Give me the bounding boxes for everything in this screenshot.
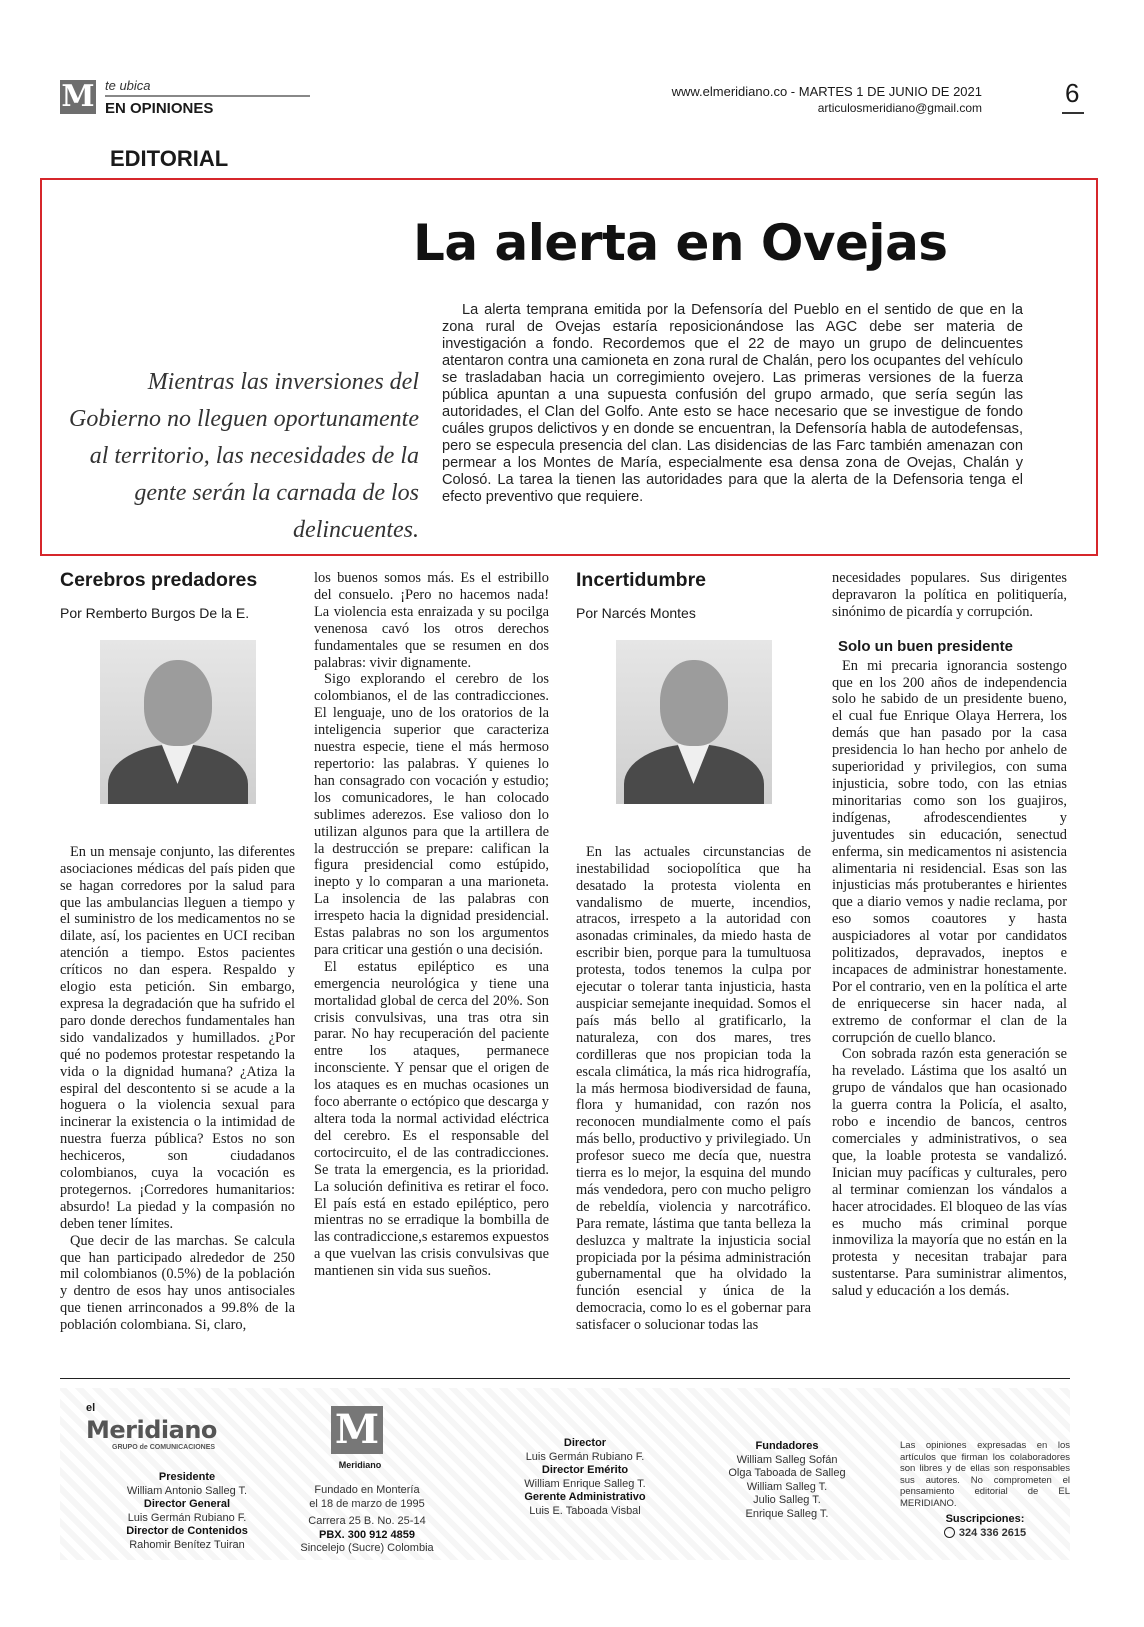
column-incertidumbre [576, 570, 811, 1334]
meridiano-m-logo-name: Meridiano [338, 1460, 382, 1470]
footer-fundadores: Fundadores William Salleg Sofán Olga Taboada de Salleg William Salleg T. Julio Salleg T. Enrique Salleg T. [728, 1440, 846, 1520]
meridiano-m-logo: M [331, 1406, 383, 1454]
column-title: Incertidumbre [576, 569, 707, 591]
footer-rule [60, 1378, 1070, 1379]
phone-icon [944, 1527, 955, 1538]
page-number: 6 [1065, 78, 1080, 108]
column-incertidumbre-continued [832, 570, 1067, 1300]
paragraph: En un mensaje conjunto, las diferentes asociaciones médicas del país piden que se hagan corredores por la salud para que las ambulancias lleguen a tiempo y el suministro de los medicamentos no se dilate, así, los pacientes en UCI reciban atención a tiempo. Estos pacientes críticos no dan espera. Respaldo y elogio esta petición. Sin embargo, expresa la degradación que ha sufrido el paro donde derechos fundamentales han sido vandalizados y humillados. ¿Por qué no podemos protestar respetando la vida o la dignidad humana? ¿Atiza la espiral del descontento si se acude a la hoguera o la violencia sexual para incinerar la existencia o la intimidad de nuestra fuerza pública? Estos no son hechiceros, son ciudadanos colombianos, cuya la vocación es protegernos. ¡Corredores humanitarios: absurdo! La piedad y la compasión no deben tener límites. [60, 843, 295, 1232]
paragraph: Sigo explorando el cerebro de los colombianos, el de las contradicciones. El lenguaje, uno de los oratorios de la inteligencia superior que caracteriza nuestra especie, tiene el más hermoso repertorio: las palabras. Y quienes lo han consagrado con vocación y estudio; los comunicadores, le han colocado sublimes aderezos. Ese valioso don lo utilizan algunos para que la artillera de la destrucción se prepare: califican la figura presidencial como estúpido, inepto y lo comparan a una marioneta. La insolencia de las palabras con irrespeto hacia la dignidad presidencial. Estas palabras no son los argumentos para criticar una gestión o una decisión. [314, 671, 549, 958]
column-subtitle: Solo un buen presidente [838, 637, 1014, 655]
author-photo [100, 640, 256, 804]
header-email[interactable]: articulosmeridiano@gmail.com [817, 101, 982, 115]
author-photo [616, 640, 772, 804]
editorial-pull-quote: Mientras las inversiones del Gobierno no lleguen oportunamente al territorio, las necesidades de la gente serán la carnada de los delincuentes. [69, 369, 419, 543]
paragraph: El estatus epiléptico es una emergencia neurológica y tiene una mortalidad global de cerca del 20%. Son crisis convulsivas, una tras otra sin parar. No hay recuperación del paciente entre los ataques, permanece inconsciente. Y pensar que el origen de los ataques es en muchas ocasiones un foco aberrante o ectópico que descarga y altera toda la normal actividad eléctrica del cerebro. Es el responsable del cortocircuito, el de las contradicciones. Se trata la emergencia, es la prioridad. La solución definitiva es retirar el foco. El país está en estado epiléptico, pero mientras no se erradique la bombilla de las contradiccione,s estaremos expuestos a que vuelvan las crisis convulsivas que mantienen sin vida sus sueños. [314, 958, 549, 1280]
column-title: Cerebros predadores [60, 569, 258, 591]
paragraph: Con sobrada razón esta generación se ha revelado. Lástima que los asaltó un grupo de vándalos que han ocasionado la guerra contra la Policía, el asalto, robo e incendio de bancos, centros comerciales y administrativos, o sea que, la loable protesta se vandalizó. Inician muy pacíficas y culturales, pero al terminar comienzan los vándalos a hacer atrocidades. El bloqueo de las vías es mucho más criminal porque inmoviliza la mayoría que no están en la protesta y necesitan trabajar para sustentarse. Para suministrar alimentos, salud y educación a los demás. [832, 1046, 1067, 1300]
paragraph: En las actuales circunstancias de inestabilidad sociopolítica que ha desatado la protesta violenta en vandalismo de muerte, incendios, atracos, irrespeto a la autoridad con asonadas criminales, da miedo hasta de escribir bien, porque para la tumultuosa protesta, todos tenemos la culpa por ejecutar o tolerar tanta injusticia, hasta auspiciar semejante inequidad. Somos el país más bello al gratificarlo, la naturaleza, con dos mares, tres cordilleras que nos propician toda la escala climática, la más rica hidrografía, la más hermosa biodiversidad de fauna, flora y humanidad, con razón nos reconocen mundialmente como el país más bello, productivo y privilegiado. Un profesor sueco me decía que, nuestra tierra es lo mejor, la esquina del mundo más vendedora, pero con mucho peligro de rebeldía, violencia y narcotráfico. Para remate, lástima que tanta belleza la desluzca y maltrate la injusticia social propiciada por la pésima administración gubernamental que ha olvidado la función esencial y única de la democracia, como lo es el gobernar para satisfacer o solucionar todas las [576, 843, 811, 1334]
editorial-label: EDITORIAL [110, 146, 229, 171]
header-tagline: te ubica [105, 78, 151, 93]
paragraph: necesidades populares. Sus dirigentes depravaron la política en politiquería, sinónimo de picardía y corrupción. [832, 570, 1067, 620]
editorial-body: La alerta temprana emitida por la Defensoría del Pueblo en el sentido de que en la zona rural de Ovejas estaría reposicionándose las AGC debe ser materia de investigación a fondo. Recordemos que el 22 de mayo un grupo de delincuentes atentaron contra una camioneta en zona rural de Chalán, pero los ocupantes del vehículo se trasladaban hacia un corregimiento ovejero. Las primeras versiones de la fuerza pública apuntan a una supuesta confusión del grupo armado, que sería según las autoridades, el Clan del Golfo. Ante esto se hace necesario que se investigue de fondo cuáles grupos delictivos y en donde se encuentran, la Defensoría habla de autodefensas, pero se especula presencia del clan. Las disidencias de las Farc también amenazan con permear a los Montes de María, especialmente esa densa zona de Ovejas, Chalán y Colosó. La tarea la tienen las autoridades para que la alerta de la Defensoria tenga el efecto preventivo que requiere. [442, 302, 1023, 505]
subscriptions-phone[interactable]: 324 336 2615 [958, 1526, 1027, 1539]
header-rule [105, 95, 310, 97]
footer-staff-left: Presidente William Antonio Salleg T. Director General Luis Germán Rubiano F. Director de Contenidos Rahomir Benítez Tuiran [126, 1471, 248, 1551]
column-author: Por Narcés Montes [576, 604, 696, 621]
footer-founding: Fundado en Montería el 18 de marzo de 1995 Carrera 25 B. No. 25-14 PBX. 300 912 4859 Sincelejo (Sucre) Colombia [300, 1484, 434, 1554]
page-number-rule [1062, 112, 1084, 114]
column-cerebros-predadores [60, 570, 295, 1334]
el-meridiano-logo: el Meridiano GRUPO de COMUNICACIONES [86, 1402, 217, 1451]
paragraph: En mi precaria ignorancia sostengo que en los 200 años de independencia solo he sabido de un presidente bueno, el cual fue Enrique Olaya Herrera, los demás que han pasado por la casa presidencia lo han hecho por anhelo de superioridad y privilegios, con suma injusticia, sobre todo, con las etnias minoritarias como son los guajiros, indígenas, afrodescendientes y juventudes sin educación, senectud enferma, sin medicamentos ni asistencia alimentaria ni residencial. Esas son las injusticias más protuberantes e hirientes que a diario vemos y nadie reclama, por eso somos coautores y hasta auspiciadores al votar por candidatos politizados, depravados, ineptos e incapaces de administrar honestamente. Por el contrario, ven en la política el arte de enriquecerse sin hacer nada, al extremo de conformar el clan de la corrupción de cuello blanco. [832, 657, 1067, 1046]
editorial-title: La alerta en Ovejas [413, 214, 948, 272]
section-logo: M [61, 79, 95, 114]
header-site-date: www.elmeridiano.co - MARTES 1 DE JUNIO DE 2021 [671, 84, 982, 99]
footer-disclaimer: Las opiniones expresadas en los artículos que firman los colaboradores son libres y de ellas son responsables sus autores. No comprometen el pensamiento editorial de EL MERIDIANO. [900, 1440, 1070, 1509]
paragraph: Que decir de las marchas. Se calcula que han participado alrededor de 250 mil colombianos (0.5%) de la población y dentro de esos hay unos antisociales que tienen arrinconados a 99.8% de la población colombiana. Si, claro, [60, 1232, 295, 1334]
column-cerebros-continued [314, 570, 549, 1280]
footer-directors: Director Luis Germán Rubiano F. Director Emérito William Enrique Salleg T. Gerente Administrativo Luis E. Taboada Visbal [524, 1437, 646, 1517]
paragraph: los buenos somos más. Es el estribillo del consuelo. ¡Pero no hacemos nada! La violencia esta enraizada y su pocilga venenosa cavó los otros derechos fundamentales que se resumen en dos palabras: vivir dignamente. [314, 570, 549, 671]
footer-subscriptions: Suscripciones: 324 336 2615 [945, 1513, 1027, 1539]
header-section: EN OPINIONES [105, 100, 214, 117]
column-author: Por Remberto Burgos De la E. [60, 604, 250, 621]
